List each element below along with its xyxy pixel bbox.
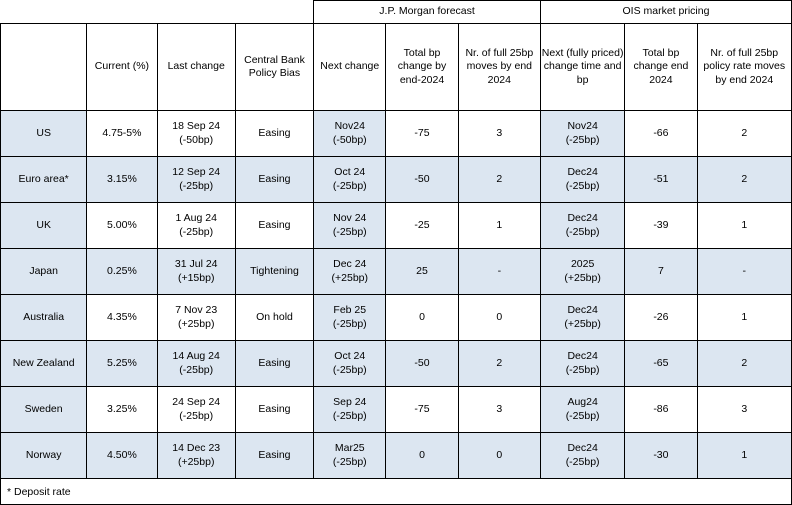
last-change-date: 1 Aug 24: [175, 212, 217, 225]
row-ois-total-bp: 7: [625, 249, 697, 295]
row-ois-total-bp: -86: [625, 387, 697, 433]
table-footnote: * Deposit rate: [0, 479, 792, 505]
next-change-bp: (-25bp): [332, 455, 367, 468]
row-ois-moves: 1: [697, 295, 791, 341]
next-change-bp: (-25bp): [332, 317, 367, 330]
table-row: [1, 387, 792, 433]
row-jpm-moves: 1: [458, 203, 540, 249]
group-header-row: [1, 1, 792, 24]
row-jpm-total-bp: -25: [386, 203, 458, 249]
last-change-bp: (-50bp): [179, 133, 214, 146]
row-country: UK: [1, 203, 87, 249]
next-change-date: Dec 24: [333, 258, 367, 271]
last-change-date: 14 Dec 23: [172, 442, 221, 455]
row-ois-next-change: [540, 433, 624, 479]
row-country: Norway: [1, 433, 87, 479]
row-country: US: [1, 111, 87, 157]
row-current: 3.25%: [87, 387, 157, 433]
row-next-change: [314, 249, 386, 295]
ois-next-bp: (+25bp): [564, 271, 601, 284]
column-header-ois-total-bp: Total bp change end 2024: [625, 24, 697, 111]
row-jpm-total-bp: 0: [386, 295, 458, 341]
row-current: 4.50%: [87, 433, 157, 479]
row-ois-next-change: [540, 387, 624, 433]
row-ois-moves: -: [697, 249, 791, 295]
table-row: [1, 341, 792, 387]
row-next-change: [314, 111, 386, 157]
last-change-date: 31 Jul 24: [174, 258, 218, 271]
row-next-change: [314, 433, 386, 479]
column-header-row: [1, 24, 792, 111]
last-change-bp: (+15bp): [177, 271, 215, 284]
next-change-date: Oct 24: [334, 350, 366, 363]
row-policy-bias: Easing: [235, 387, 313, 433]
ois-next-bp: (+25bp): [564, 317, 601, 330]
row-jpm-total-bp: 0: [386, 433, 458, 479]
next-change-date: Feb 25: [333, 304, 367, 317]
row-ois-moves: 2: [697, 111, 791, 157]
row-jpm-moves: 0: [458, 433, 540, 479]
column-header-next-change: Next change: [314, 24, 386, 111]
row-next-change: [314, 203, 386, 249]
row-ois-next-change: [540, 341, 624, 387]
row-jpm-moves: 3: [458, 387, 540, 433]
row-last-change: [157, 341, 235, 387]
row-current: 5.25%: [87, 341, 157, 387]
row-jpm-moves: -: [458, 249, 540, 295]
ois-next-date: Dec24: [567, 350, 598, 363]
row-policy-bias: On hold: [235, 295, 313, 341]
row-ois-next-change: [540, 157, 624, 203]
row-ois-moves: 2: [697, 341, 791, 387]
row-ois-total-bp: -66: [625, 111, 697, 157]
group-header-jpm-forecast: J.P. Morgan forecast: [314, 1, 541, 24]
last-change-date: 24 Sep 24: [172, 396, 221, 409]
next-change-bp: (-50bp): [332, 133, 367, 146]
table-row: [1, 157, 792, 203]
column-header-jpm-total-bp: Total bp change by end-2024: [386, 24, 458, 111]
row-current: 4.75-5%: [87, 111, 157, 157]
row-policy-bias: Easing: [235, 341, 313, 387]
row-current: 0.25%: [87, 249, 157, 295]
column-header-current: Current (%): [87, 24, 157, 111]
row-ois-moves: 3: [697, 387, 791, 433]
next-change-bp: (-25bp): [332, 225, 367, 238]
column-header-ois-next-change: Next (fully priced) change time and bp: [540, 24, 624, 111]
last-change-date: 14 Aug 24: [172, 350, 220, 363]
ois-next-bp: (-25bp): [565, 179, 600, 192]
row-ois-next-change: [540, 249, 624, 295]
table-row: [1, 249, 792, 295]
last-change-date: 12 Sep 24: [172, 166, 221, 179]
row-last-change: [157, 295, 235, 341]
row-next-change: [314, 341, 386, 387]
next-change-bp: (-25bp): [332, 409, 367, 422]
row-next-change: [314, 387, 386, 433]
ois-next-date: Dec24: [567, 166, 598, 179]
row-jpm-moves: 0: [458, 295, 540, 341]
table-row: [1, 433, 792, 479]
row-last-change: [157, 433, 235, 479]
row-last-change: [157, 157, 235, 203]
row-jpm-total-bp: 25: [386, 249, 458, 295]
table-row: [1, 203, 792, 249]
row-country: Euro area*: [1, 157, 87, 203]
row-jpm-moves: 3: [458, 111, 540, 157]
row-ois-total-bp: -30: [625, 433, 697, 479]
last-change-bp: (-25bp): [179, 363, 214, 376]
next-change-bp: (-25bp): [332, 363, 367, 376]
row-last-change: [157, 249, 235, 295]
last-change-bp: (+25bp): [177, 317, 215, 330]
column-header-country: [1, 24, 87, 111]
ois-next-date: Dec24: [567, 304, 598, 317]
row-ois-next-change: [540, 295, 624, 341]
column-header-last-change: Last change: [157, 24, 235, 111]
row-jpm-total-bp: -75: [386, 111, 458, 157]
last-change-date: 18 Sep 24: [172, 120, 221, 133]
row-ois-total-bp: -51: [625, 157, 697, 203]
ois-next-date: Dec24: [567, 442, 598, 455]
ois-next-date: Dec24: [567, 212, 598, 225]
row-ois-next-change: [540, 111, 624, 157]
row-policy-bias: Easing: [235, 203, 313, 249]
group-header-ois-market-pricing: OIS market pricing: [540, 1, 791, 24]
row-ois-moves: 2: [697, 157, 791, 203]
row-jpm-total-bp: -50: [386, 157, 458, 203]
last-change-bp: (-25bp): [179, 225, 214, 238]
last-change-bp: (-25bp): [179, 409, 214, 422]
next-change-bp: (+25bp): [331, 271, 368, 284]
ois-next-date: 2025: [570, 258, 595, 271]
row-country: Australia: [1, 295, 87, 341]
row-ois-total-bp: -26: [625, 295, 697, 341]
row-current: 3.15%: [87, 157, 157, 203]
row-last-change: [157, 387, 235, 433]
column-header-policy-bias: Central Bank Policy Bias: [235, 24, 313, 111]
table-row: [1, 295, 792, 341]
row-ois-next-change: [540, 203, 624, 249]
ois-next-date: Nov24: [567, 120, 598, 133]
row-policy-bias: Easing: [235, 433, 313, 479]
row-current: 4.35%: [87, 295, 157, 341]
group-header-blank: [1, 1, 314, 24]
row-next-change: [314, 157, 386, 203]
row-country: New Zealand: [1, 341, 87, 387]
next-change-date: Nov24: [334, 120, 365, 133]
table-row: [1, 111, 792, 157]
last-change-bp: (+25bp): [177, 455, 215, 468]
row-policy-bias: Tightening: [235, 249, 313, 295]
next-change-date: Oct 24: [334, 166, 366, 179]
last-change-date: 7 Nov 23: [175, 304, 218, 317]
row-policy-bias: Easing: [235, 111, 313, 157]
last-change-bp: (-25bp): [179, 179, 214, 192]
next-change-date: Sep 24: [333, 396, 367, 409]
row-current: 5.00%: [87, 203, 157, 249]
row-last-change: [157, 203, 235, 249]
ois-next-date: Aug24: [567, 396, 598, 409]
column-header-jpm-moves: Nr. of full 25bp moves by end 2024: [458, 24, 540, 111]
ois-next-bp: (-25bp): [565, 133, 600, 146]
row-last-change: [157, 111, 235, 157]
next-change-date: Nov 24: [333, 212, 367, 225]
row-country: Japan: [1, 249, 87, 295]
row-ois-moves: 1: [697, 433, 791, 479]
row-ois-total-bp: -65: [625, 341, 697, 387]
row-next-change: [314, 295, 386, 341]
row-jpm-moves: 2: [458, 341, 540, 387]
row-country: Sweden: [1, 387, 87, 433]
column-header-ois-moves: Nr. of full 25bp policy rate moves by end 2024: [697, 24, 791, 111]
row-ois-moves: 1: [697, 203, 791, 249]
ois-next-bp: (-25bp): [565, 225, 600, 238]
next-change-bp: (-25bp): [332, 179, 367, 192]
row-policy-bias: Easing: [235, 157, 313, 203]
row-jpm-total-bp: -75: [386, 387, 458, 433]
ois-next-bp: (-25bp): [565, 409, 600, 422]
row-jpm-total-bp: -50: [386, 341, 458, 387]
ois-next-bp: (-25bp): [565, 455, 600, 468]
ois-next-bp: (-25bp): [565, 363, 600, 376]
next-change-date: Mar25: [334, 442, 365, 455]
row-ois-total-bp: -39: [625, 203, 697, 249]
row-jpm-moves: 2: [458, 157, 540, 203]
